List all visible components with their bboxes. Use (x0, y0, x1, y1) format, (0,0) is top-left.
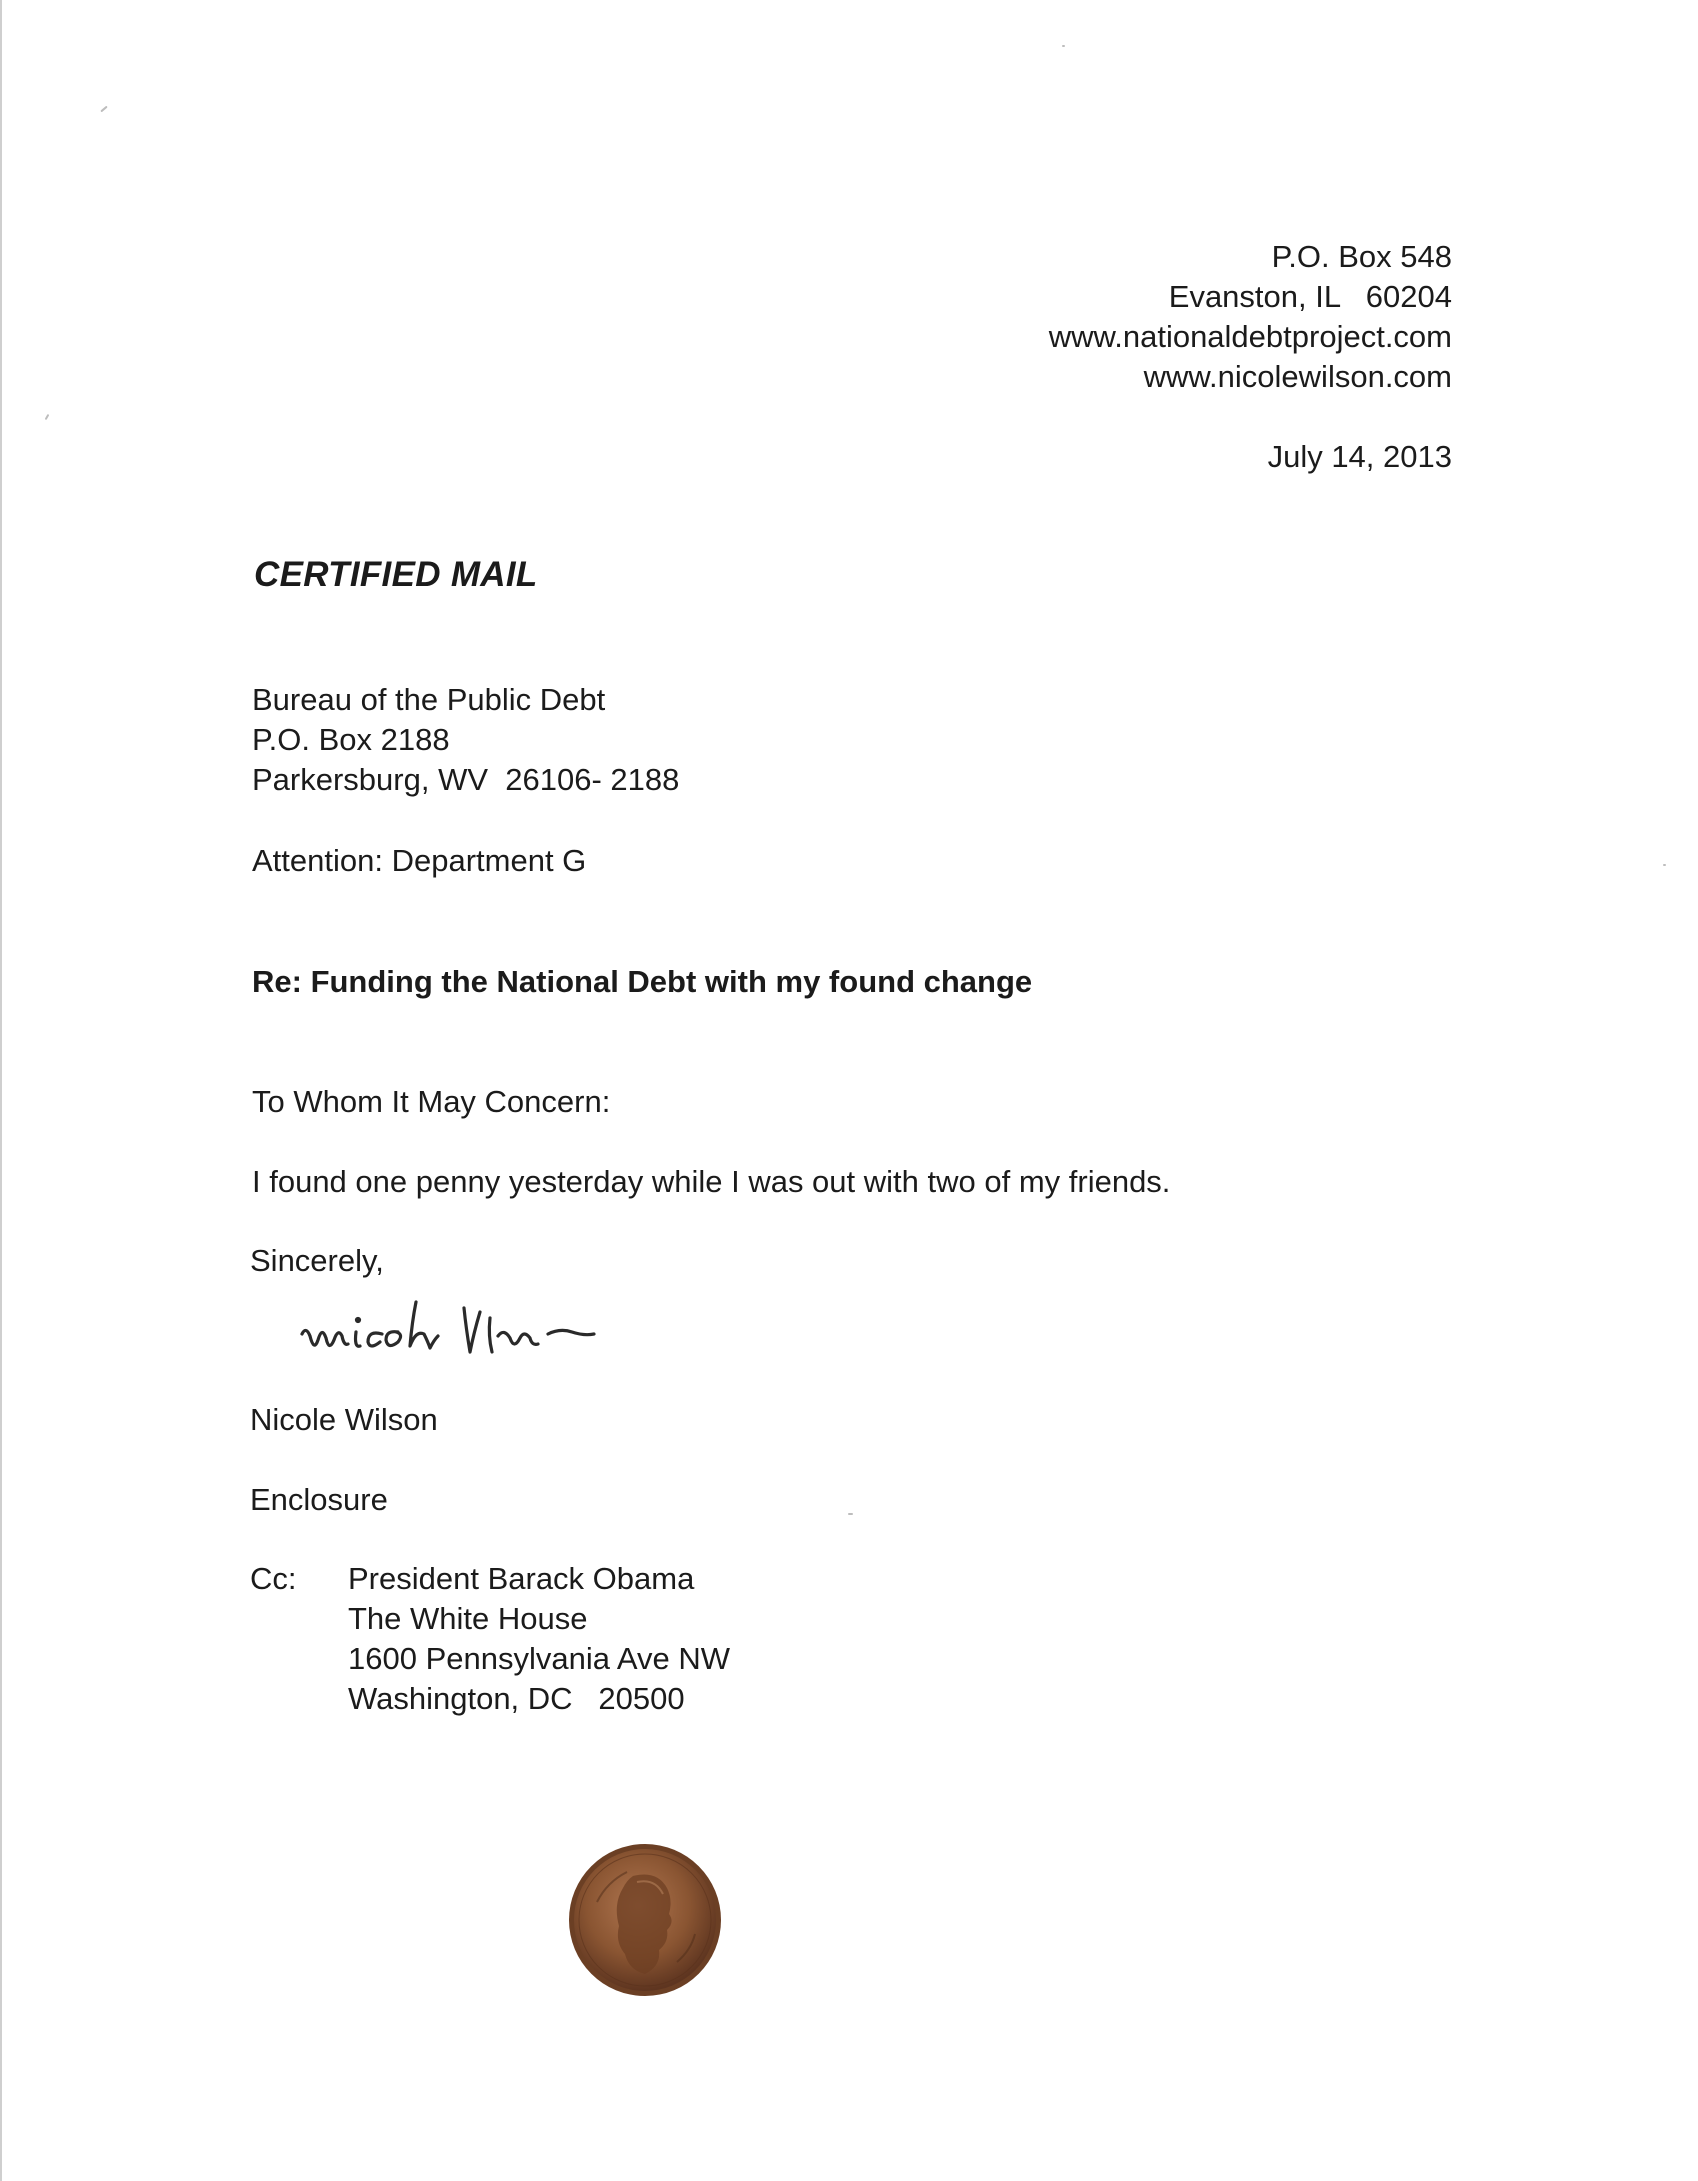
subject-line: Re: Funding the National Debt with my found change (252, 964, 1033, 999)
mail-type-heading: CERTIFIED MAIL (254, 555, 538, 594)
cc-line: President Barack Obama (348, 1561, 695, 1596)
letter-date: July 14, 2013 (1267, 439, 1452, 474)
cc-label: Cc: (250, 1561, 297, 1596)
page-edge (0, 0, 2, 2181)
cc-line: The White House (348, 1601, 588, 1636)
website-link[interactable]: www.nationaldebtproject.com (1048, 319, 1452, 354)
website-link[interactable]: www.nicolewilson.com (1143, 359, 1452, 394)
recipient-line: Bureau of the Public Debt (252, 682, 606, 717)
penny-coin-image (567, 1842, 723, 1998)
return-address-line: Evanston, IL 60204 (1168, 279, 1452, 314)
handwritten-signature (298, 1292, 628, 1372)
return-address (1049, 237, 1452, 397)
scan-speck (100, 106, 107, 113)
recipient-line: Parkersburg, WV 26106- 2188 (252, 762, 680, 797)
letter-body: I found one penny yesterday while I was out with two of my friends. (252, 1164, 1171, 1199)
salutation: To Whom It May Concern: (252, 1084, 611, 1119)
recipient-address (252, 680, 679, 800)
scan-speck (45, 414, 50, 420)
return-address-line: P.O. Box 548 (1271, 239, 1452, 274)
closing: Sincerely, (250, 1243, 384, 1278)
scan-speck (1663, 864, 1666, 866)
recipient-line: P.O. Box 2188 (252, 722, 450, 757)
enclosure-notation: Enclosure (250, 1482, 388, 1517)
attention-line: Attention: Department G (252, 843, 587, 878)
cc-line: Washington, DC 20500 (348, 1681, 685, 1716)
scan-speck (848, 1513, 853, 1515)
cc-address (348, 1559, 730, 1719)
scan-speck (1062, 45, 1065, 47)
cc-line: 1600 Pennsylvania Ave NW (348, 1641, 730, 1676)
signer-name: Nicole Wilson (250, 1402, 438, 1437)
